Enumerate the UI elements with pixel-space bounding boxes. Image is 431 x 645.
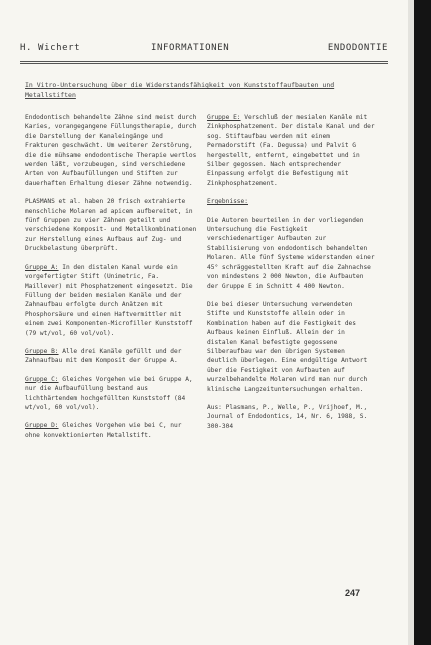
group-a-paragraph <box>25 263 197 338</box>
results-paragraph-2: Die bei dieser Untersuchung verwendeten Stifte und Kunststoffe allein oder in Kombination haben auf die Festigkeit des Aufbaus keinen Einfluß. Allein der in distalen Kanal befestigte gegossene Silberaufbau war den übrigen Systemen deutlich überlegen. Eine endgültige Antwort über die Festigkeit von Aufbauten auf wurzelbehandelte Molaren wird man nur durch klinische Langzeituntersuchungen erhalten. <box>207 300 368 393</box>
method-paragraph: PLASMANS et al. haben 20 frisch extrahierte menschliche Molaren ad apicem aufbereitet, in fünf Gruppen zu vier Zähnen geteilt und verschiedene Komposit- und Metallkombinationen zur Herstellung eines Aufbaus auf Zug- und Druckbelastung überprüft. <box>25 198 197 253</box>
results-heading: Ergebnisse: <box>207 198 248 206</box>
header-topic: ENDODONTIE <box>327 43 388 53</box>
group-e-text: Verschluß der mesialen Kanäle mit Zinkphosphatzement. Der distale Kanal und der sog. Stiftaufbau werden mit einem Permadorstift (Fa. Degussa) und Palvit G hergestellt, entfernt, eingebettet und in Silber gegossen. Nach entsprechender Einpassung erfolgt die Befestigung mit Zinkphosphatzement. <box>207 114 375 187</box>
right-column <box>207 113 377 440</box>
source-citation: Aus: Plasmans, P., Welle, P., Vrijhoef, M., Journal of Endodontics, 14, Nr. 6, 1988, S. 300-304 <box>207 403 368 430</box>
group-a-text: In den distalen Kanal wurde ein vorgefertigter Stift (Unimetric, Fa. Maillever) mit Phosphatzement eingesetzt. Die Füllung der beiden mesialen Kanäle und der Zahnaufbau erfolgte durch Anätzen mit Phosphorsäure und einen Haftvermittler mit einem zwei Komponenten-Microfiller Kunststoff (79 wt/vol, 60 vol/vol). <box>25 263 193 337</box>
group-d-text: Gleiches Vorgehen wie bei C, nur ohne konvektionierten Metallstift. <box>25 422 182 439</box>
results-paragraph-1: Die Autoren beurteilen in der vorliegenden Untersuchung die Festigkeit verschiedenartiger Aufbauten zur Stabilisierung von endodontisch behandelten Molaren. Alle fünf Systeme widerstanden einer 45° schräggestellten Kraft auf die Zahnachse von mindestens 2 000 Newton, die Aufbauten der Gruppe E im Schnitt 4 400 Newton. <box>207 216 375 290</box>
group-a-label: Gruppe A: <box>25 263 59 271</box>
group-d-paragraph <box>25 421 197 440</box>
header-rule-top <box>20 61 388 62</box>
group-e-paragraph <box>207 113 377 188</box>
group-c-paragraph <box>25 375 197 413</box>
group-c-text: Gleiches Vorgehen wie bei Gruppe A, nur die Aufbaufüllung bestand aus lichthärtendem hochgefüllten Kunststoff (84 wt/vol, 60 vol/vol). <box>25 375 193 411</box>
running-header <box>20 43 388 57</box>
header-section: INFORMATIONEN <box>151 43 230 53</box>
intro-paragraph: Endodontisch behandelte Zähne sind meist durch Karies, vorangegangene Füllungstherapie, durch die Darstellung der Kanaleingänge und Frakturen geschwächt. Um weiterer Zerstörung, die die mühsame endodontische Therapie wertlos werden läßt, vorzubeugen, sind verschiedene Arten von Aufbaufüllungen und Stiften zur dauerhaften Erhaltung dieser Zähne notwendig. <box>25 114 197 187</box>
header-author: H. Wichert <box>20 43 81 53</box>
group-b-paragraph <box>25 347 197 366</box>
group-b-label: Gruppe B: <box>25 347 59 355</box>
scan-background <box>414 0 431 645</box>
group-b-text: Alle drei Kanäle gefüllt und der Zahnaufbau mit dem Komposit der Gruppe A. <box>25 347 182 365</box>
page-number: 247 <box>345 588 361 598</box>
header-rule-bottom <box>20 63 388 64</box>
group-e-label: Gruppe E: <box>207 114 241 121</box>
article-title: In Vitro-Untersuchung über die Widerstandsfähigkeit von Kunststoffaufbauten und Metallstiften <box>25 81 335 99</box>
group-c-label: Gruppe C: <box>25 375 59 383</box>
left-column <box>25 113 197 449</box>
group-d-label: Gruppe D: <box>25 422 59 430</box>
